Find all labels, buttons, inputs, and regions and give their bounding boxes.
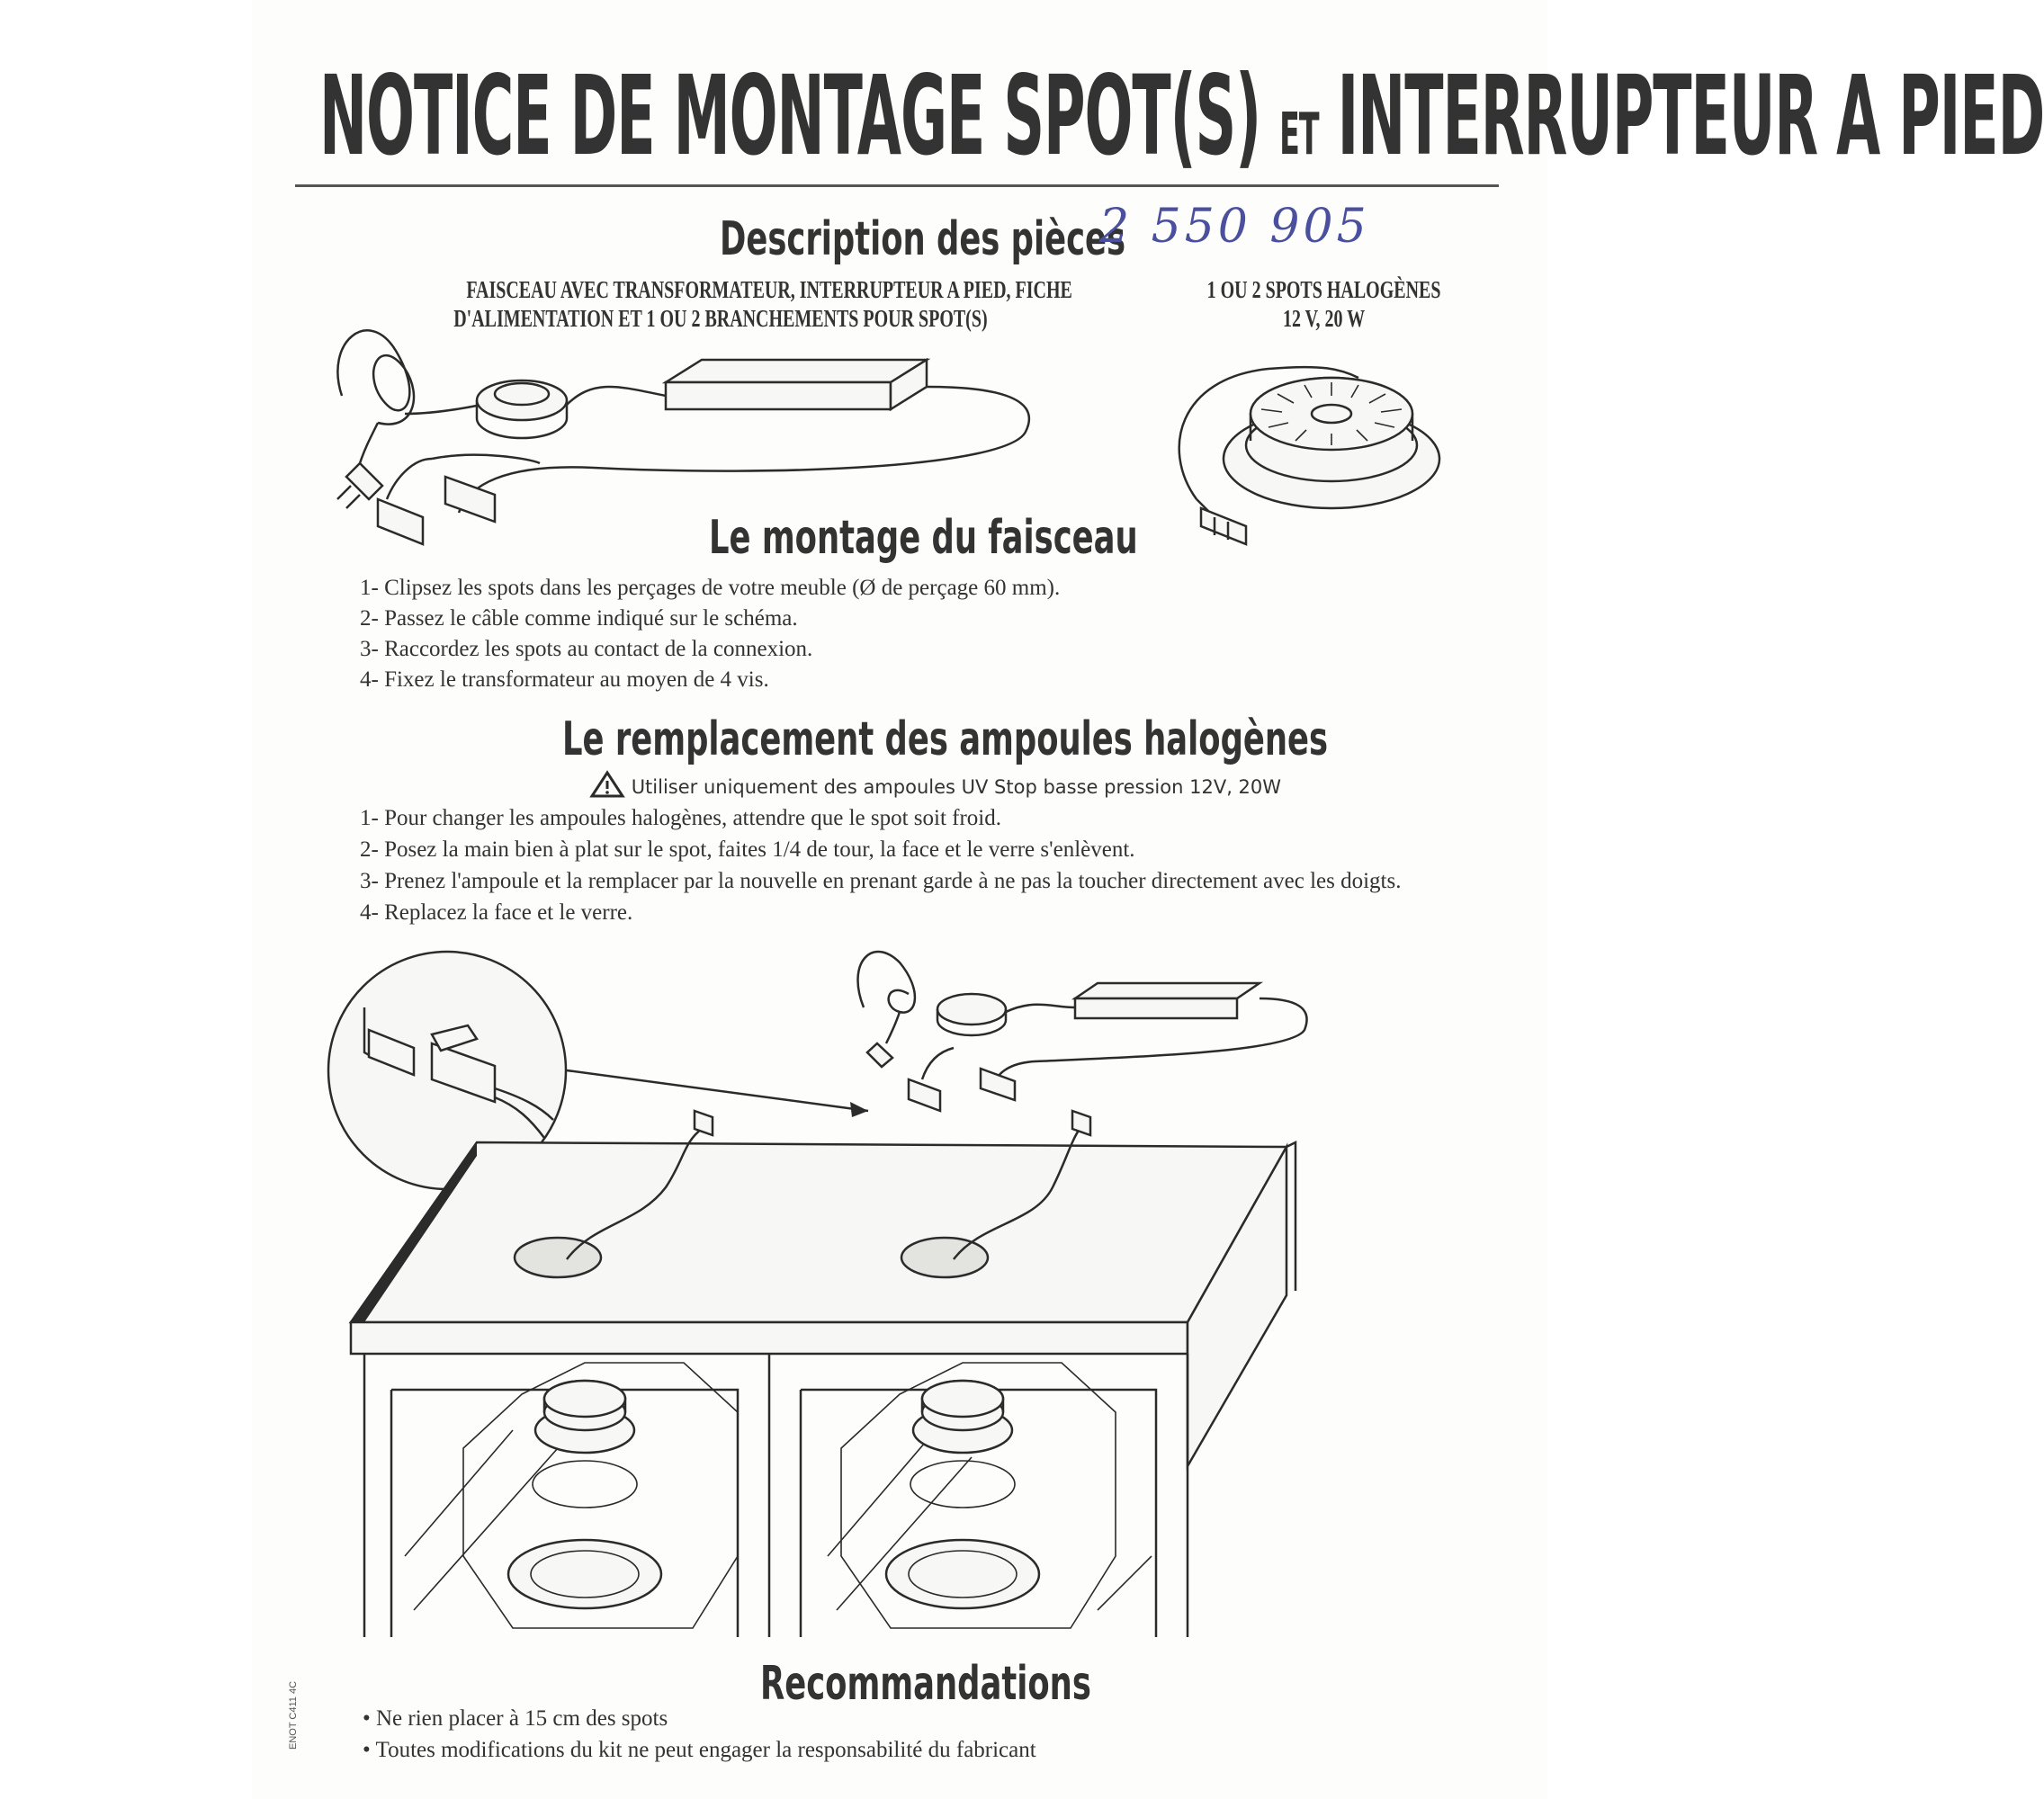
side-print-code: ENOT C411 4C (288, 1680, 299, 1750)
replacement-step-1: 1- Pour changer les ampoules halogènes, attendre que le spot soit froid. (360, 806, 1002, 830)
spots-caption (1135, 275, 1513, 333)
harness-small-icon (858, 952, 1307, 1111)
montage-step-2: 2- Passez le câble comme indiqué sur le schéma. (360, 606, 798, 631)
montage-step-1: 1- Clipsez les spots dans les perçages de votre meuble (Ø de perçage 60 mm). (360, 576, 1061, 600)
harness-caption-line1: FAISCEAU AVEC TRANSFORMATEUR, INTERRUPTEUR A PIED, FICHE (466, 276, 1072, 303)
power-plug-icon (337, 463, 382, 508)
montage-step-4: 4- Fixez le transformateur au moyen de 4 vis. (360, 667, 769, 692)
halogen-spot-illustration (1161, 342, 1457, 549)
montage-step-3: 3- Raccordez les spots au contact de la connexion. (360, 637, 813, 661)
transformer-icon (666, 360, 927, 409)
handwritten-reference: 2 550 905 (1099, 200, 1370, 254)
spot-plug-icon (1201, 508, 1246, 544)
title-connector: ET (1279, 102, 1319, 168)
warning-text: Utiliser uniquement des ampoules UV Stop basse pression 12V, 20W (631, 776, 1282, 798)
replacement-step-3: 3- Prenez l'ampoule et la remplacer par la nouvelle en prenant garde à ne pas la toucher directement avec les doigts. (360, 869, 1402, 893)
replacement-warning (589, 770, 1281, 799)
warning-triangle-icon (589, 770, 625, 799)
spot-connector-icon (378, 477, 495, 544)
replacement-heading: Le remplacement des ampoules halogènes (562, 712, 1329, 766)
parts-heading: Description des pièces (720, 212, 1126, 266)
recommendations-heading: Recommandations (760, 1657, 1091, 1711)
title-rule (295, 184, 1499, 187)
montage-heading: Le montage du faisceau (709, 511, 1138, 565)
title-part2: INTERRUPTEUR A PIED (1337, 52, 2044, 180)
furniture-installation-diagram (324, 926, 1493, 1646)
spots-caption-line2: 12 V, 20 W (1283, 305, 1366, 332)
foot-switch-icon (477, 380, 567, 438)
title-part1: NOTICE DE MONTAGE SPOT(S) (319, 52, 1261, 180)
recommendation-1: • Ne rien placer à 15 cm des spots (363, 1706, 668, 1731)
replacement-step-2: 2- Posez la main bien à plat sur le spot, faites 1/4 de tour, la face et le verre s'enlèvent. (360, 837, 1135, 862)
spots-caption-line1: 1 OU 2 SPOTS HALOGÈNES (1207, 276, 1441, 303)
main-title (319, 52, 2044, 180)
replacement-step-4: 4- Replacez la face et le verre. (360, 900, 633, 925)
harness-caption-line2: D'ALIMENTATION ET 1 OU 2 BRANCHEMENTS POUR SPOT(S) (453, 305, 988, 332)
recommendation-2: • Toutes modifications du kit ne peut engager la responsabilité du fabricant (363, 1738, 1036, 1762)
